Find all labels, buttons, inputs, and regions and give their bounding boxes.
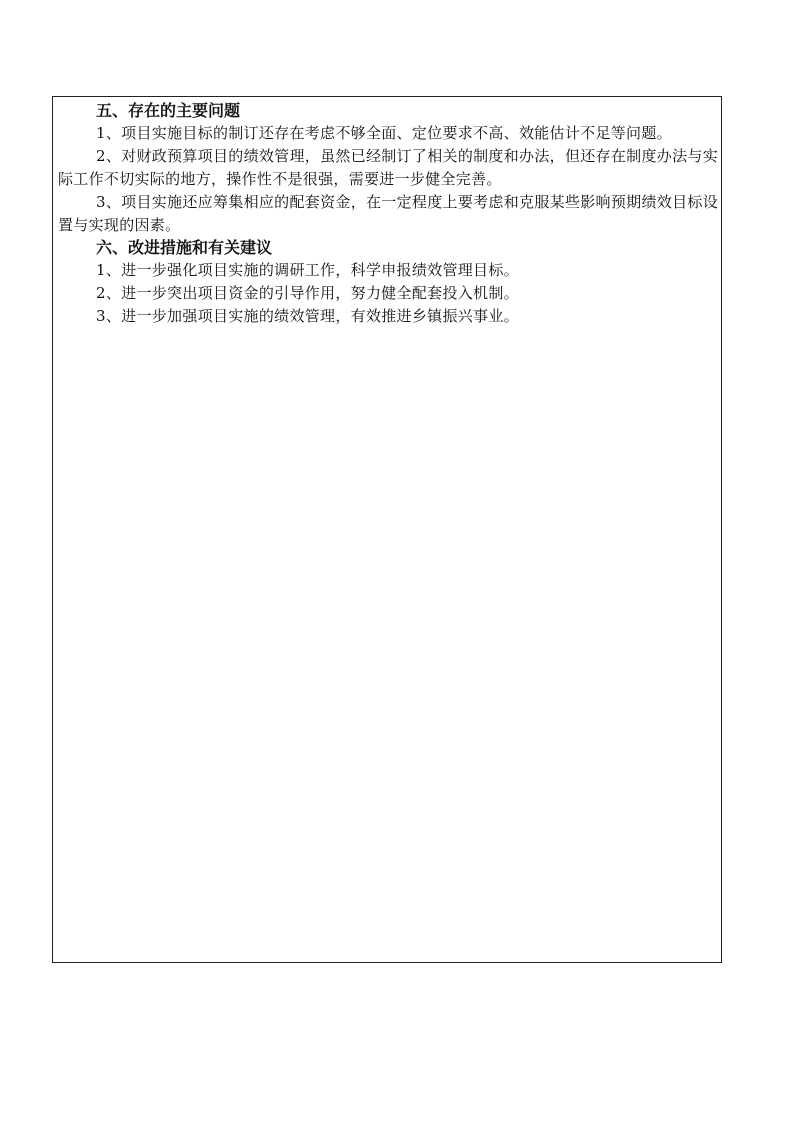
document-body (58, 100, 718, 328)
section5-paragraph-2: 2、对财政预算项目的绩效管理，虽然已经制订了相关的制度和办法，但还存在制度办法与实际工作不切实际的地方，操作性不是很强，需要进一步健全完善。 (58, 147, 718, 188)
section5-paragraph-3: 3、项目实施还应筹集相应的配套资金，在一定程度上要考虑和克服某些影响预期绩效目标设置与实现的因素。 (58, 193, 718, 234)
section6-item-3: 3、进一步加强项目实施的绩效管理，有效推进乡镇振兴事业。 (96, 307, 519, 325)
section5-paragraph-1: 1、项目实施目标的制订还存在考虑不够全面、定位要求不高、效能估计不足等问题。 (96, 124, 672, 142)
section5-heading: 五、存在的主要问题 (96, 101, 241, 120)
section6-heading: 六、改进措施和有关建议 (96, 238, 273, 257)
section6-item-2: 2、进一步突出项目资金的引导作用，努力健全配套投入机制。 (96, 284, 519, 302)
section6-item-1: 1、进一步强化项目实施的调研工作，科学申报绩效管理目标。 (96, 261, 519, 279)
